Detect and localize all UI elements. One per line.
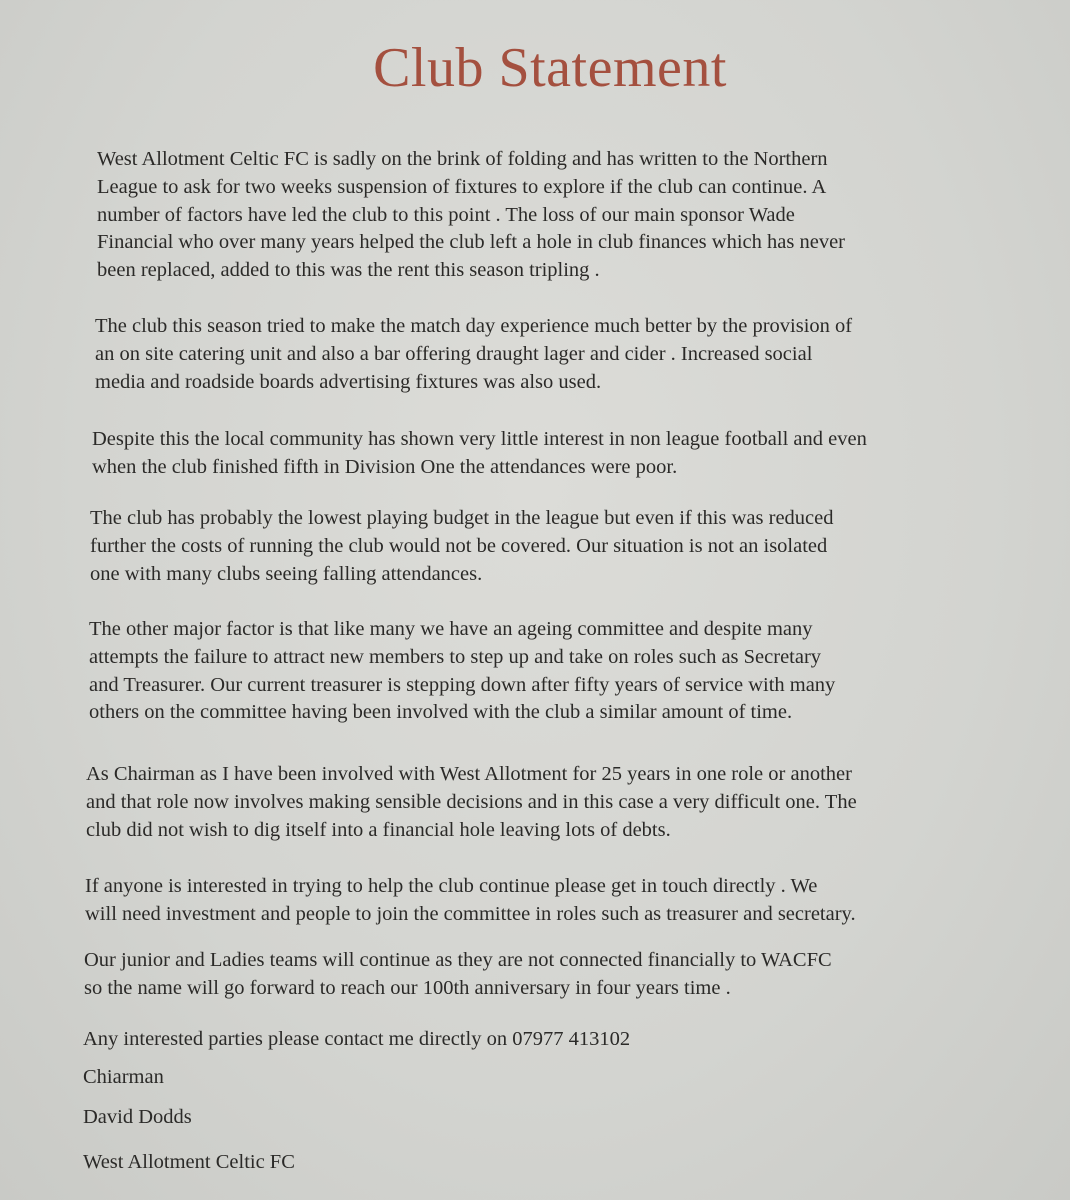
text-line: and that role now involves making sensible decisions and in this case a very difficult one. The: [86, 790, 857, 813]
text-line: further the costs of running the club would not be covered. Our situation is not an isolated: [90, 534, 828, 557]
text-line: so the name will go forward to reach our 100th anniversary in four years time .: [84, 976, 731, 999]
text-line: attempts the failure to attract new members to step up and take on roles such as Secretary: [89, 645, 822, 668]
contact-line: [83, 1026, 630, 1054]
paragraph-chairman: [86, 761, 857, 844]
text-line: and Treasurer. Our current treasurer is stepping down after fifty years of service with many: [89, 673, 836, 696]
text-line: will need investment and people to join the committee in roles such as treasurer and secretary.: [85, 902, 856, 925]
text-line: As Chairman as I have been involved with West Allotment for 25 years in one role or another: [86, 763, 852, 785]
paragraph-appeal: [85, 873, 856, 929]
paragraph-folding: [97, 146, 845, 285]
text-line: If anyone is interested in trying to help the club continue please get in touch directly . We: [85, 875, 818, 897]
text-line: West Allotment Celtic FC: [83, 1151, 295, 1173]
text-line: been replaced, added to this was the rent this season tripling .: [97, 259, 600, 282]
signature-name: [83, 1104, 192, 1132]
text-line: media and roadside boards advertising fixtures was also used.: [95, 370, 602, 393]
text-line: The club this season tried to make the match day experience much better by the provision of: [95, 315, 853, 337]
signature-club: [83, 1149, 295, 1177]
signature-title: [83, 1064, 164, 1092]
text-line: West Allotment Celtic FC is sadly on the brink of folding and has written to the Northern: [97, 148, 828, 170]
text-line: The other major factor is that like many we have an ageing committee and despite many: [89, 618, 813, 640]
text-line: one with many clubs seeing falling attendances.: [90, 562, 483, 585]
text-line: others on the committee having been involved with the club a similar amount of time.: [89, 701, 793, 724]
text-line: Despite this the local community has shown very little interest in non league football and even: [92, 428, 867, 450]
paragraph-committee: [89, 616, 835, 727]
text-line: Financial who over many years helped the club left a hole in club finances which has never: [97, 231, 845, 254]
text-line: Chiarman: [83, 1066, 164, 1088]
text-line: David Dodds: [83, 1106, 192, 1128]
paragraph-budget: [90, 505, 834, 588]
text-line: an on site catering unit and also a bar offering draught lager and cider . Increased social: [95, 342, 813, 365]
text-line: club did not wish to dig itself into a financial hole leaving lots of debts.: [86, 818, 671, 841]
text-line: Our junior and Ladies teams will continue as they are not connected financially to WACFC: [84, 949, 832, 971]
paragraph-community: [92, 426, 867, 482]
paragraph-matchday: [95, 313, 852, 396]
page-title: Club Statement: [373, 37, 727, 99]
text-line: Any interested parties please contact me directly on 07977 413102: [83, 1028, 631, 1050]
text-line: League to ask for two weeks suspension of fixtures to explore if the club can continue. A: [97, 175, 827, 198]
paragraph-junior-teams: [84, 947, 832, 1003]
text-line: The club has probably the lowest playing budget in the league but even if this was reduced: [90, 507, 834, 529]
text-line: number of factors have led the club to this point . The loss of our main sponsor Wade: [97, 203, 795, 226]
text-line: when the club finished fifth in Division One the attendances were poor.: [92, 455, 678, 478]
